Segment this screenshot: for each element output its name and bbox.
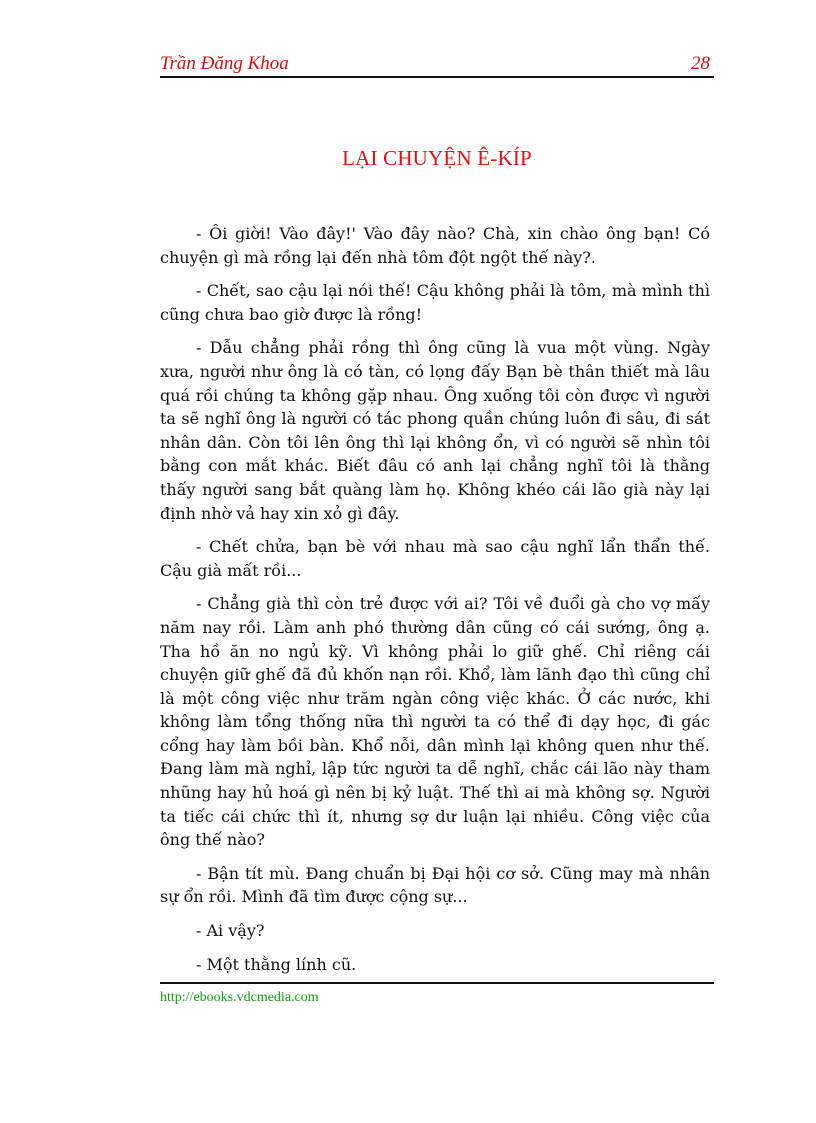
paragraph: - Chẳng già thì còn trẻ được với ai? Tôi về đuổi gà cho vợ mấy năm nay rồi. Làm anh phó thường dân cũng có cái sướng, ông ạ. Tha hồ ăn no ngủ kỹ. Vì không phải lo giữ ghế. Chỉ riêng cái chuyện giữ ghế đã đủ khốn nạn rồi. Khổ, làm lãnh đạo thì cũng chỉ là một công việc như trăm ngàn công việc khác. Ở các nước, khi không làm tổng thống nữa thì người ta có thể đi dạy học, đi gác cổng hay làm bồi bàn. Khổ nỗi, dân mình lại không quen như thế. Đang làm mà nghỉ, lập tức người ta dễ nghĩ, chắc cái lão này tham nhũng hay hủ hoá gì nên bị kỷ luật. Thế thì ai mà không sợ. Người ta tiếc cái chức thì ít, nhưng sợ dư luận lại nhiều. Công việc của ông thế nào? [160, 594, 710, 850]
page-header [160, 53, 712, 75]
paragraph: - Bận tít mù. Đang chuẩn bị Đại hội cơ sở. Cũng may mà nhân sự ổn rồi. Mình đã tìm được cộng sự... [160, 863, 710, 907]
paragraph: - Ôi giời! Vào đây!' Vào đây nào? Chà, xin chào ông bạn! Có chuyện gì mà rồng lại đến nhà tôm đột ngột thế này?. [160, 224, 710, 267]
paragraph: - Chết chửa, bạn bè với nhau mà sao cậu nghĩ lẩn thẩn thế. Cậu già mất rồi... [160, 537, 710, 580]
body-text [160, 222, 710, 986]
paragraph: - Ai vậy? [196, 921, 265, 941]
footer-url-link[interactable]: http://ebooks.vdcmedia.com [160, 990, 319, 1005]
header-author: Trần Đăng Khoa [160, 53, 289, 74]
chapter-title: LẠI CHUYỆN Ê-KÍP [342, 146, 532, 170]
paragraph: - Dẫu chẳng phải rồng thì ông cũng là vua một vùng. Ngày xưa, người như ông là có tàn, có lọng đấy Bạn bè thân thiết mà lâu quá rồi chúng ta không gặp nhau. Ông xuống tôi còn được vì người ta sẽ nghĩ ông là người có tác phong quần chúng luôn đi sâu, đi sát nhân dân. Còn tôi lên ông thì lại không ổn, vì có người sẽ nhìn tôi bằng con mắt khác. Biết đâu có anh lại chẳng nghĩ tôi là thằng thấy người sang bắt quàng làm họ. Không khéo cái lão già này lại định nhờ vả hay xin xỏ gì đây. [160, 338, 710, 523]
paragraph: - Chết, sao cậu lại nói thế! Cậu không phải là tôm, mà mình thì cũng chưa bao giờ được là rồng! [160, 281, 710, 324]
header-divider [160, 76, 714, 78]
footer-divider [160, 982, 714, 984]
page-number: 28 [691, 53, 710, 74]
paragraph: - Một thằng lính cũ. [196, 954, 357, 974]
